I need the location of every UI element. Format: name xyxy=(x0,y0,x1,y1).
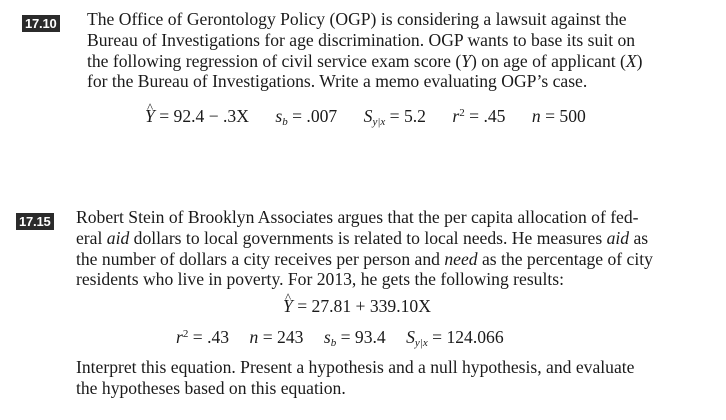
problem-text-line: the following regression of civil service exam score (Y) on age of applicant (X) xyxy=(87,50,643,71)
n-value: = 500 xyxy=(545,106,586,126)
r2-superscript: 2 xyxy=(459,107,465,119)
sb-value: = 93.4 xyxy=(340,327,386,347)
sb-value: = .007 xyxy=(292,106,338,126)
problem-text-line: for the Bureau of Investigations. Write a memo evaluating OGP’s case. xyxy=(87,71,588,92)
syx-subscript: y|x xyxy=(372,116,386,128)
y-hat: ^ Y xyxy=(283,296,293,317)
n-value: = 243 xyxy=(262,327,304,347)
r2-superscript: 2 xyxy=(182,328,189,340)
syx-label: S xyxy=(363,106,373,126)
sb-label: s xyxy=(323,327,331,347)
problem-text-line: eral aid dollars to local governments is related to local needs. He measures aid as xyxy=(76,227,649,248)
r2-value: = .45 xyxy=(469,106,506,126)
syx-value: = 124.066 xyxy=(432,327,504,347)
y-hat: ^ Y xyxy=(145,106,155,127)
problem-text-line: the number of dollars a city receives per person and need as the percentage of city xyxy=(76,248,653,269)
n-label: n xyxy=(531,106,541,126)
problem-text-line: Bureau of Investigations for age discrimination. OGP wants to base its suit on xyxy=(87,29,636,50)
r2-value: = .43 xyxy=(192,327,230,347)
n-label: n xyxy=(249,327,259,347)
sb-subscript: b xyxy=(330,337,337,349)
equation-rhs: = 92.4 − .3X xyxy=(159,106,249,126)
sb-label: s xyxy=(275,106,283,126)
syx-subscript: y|x xyxy=(414,337,428,349)
syx-label: S xyxy=(406,327,415,347)
regression-equation xyxy=(283,296,431,317)
regression-equation xyxy=(145,106,586,127)
sb-subscript: b xyxy=(282,116,288,128)
problem-text-line: Robert Stein of Brooklyn Associates argues that the per capita allocation of fed- xyxy=(76,207,639,227)
instruction-line: Interpret this equation. Present a hypothesis and a null hypothesis, and evaluate xyxy=(76,357,635,377)
equation-rhs: = 27.81 + 339.10X xyxy=(297,296,431,316)
problem-number-badge: 17.10 xyxy=(22,15,60,32)
r2-label: r xyxy=(452,106,460,126)
problem-text xyxy=(76,207,653,290)
syx-value: = 5.2 xyxy=(389,106,426,126)
problem-number-badge: 17.15 xyxy=(16,213,54,230)
problem-text xyxy=(87,9,689,92)
problem-text-line: residents who live in poverty. For 2013, he gets the following results: xyxy=(76,269,564,290)
problem-text-line: The Office of Gerontology Policy (OGP) is considering a lawsuit against the xyxy=(87,9,627,29)
regression-statistics xyxy=(176,327,504,348)
instruction-line: the hypotheses based on this equation. xyxy=(76,377,346,398)
r2-label: r xyxy=(176,327,183,347)
problem-instructions xyxy=(76,357,639,399)
